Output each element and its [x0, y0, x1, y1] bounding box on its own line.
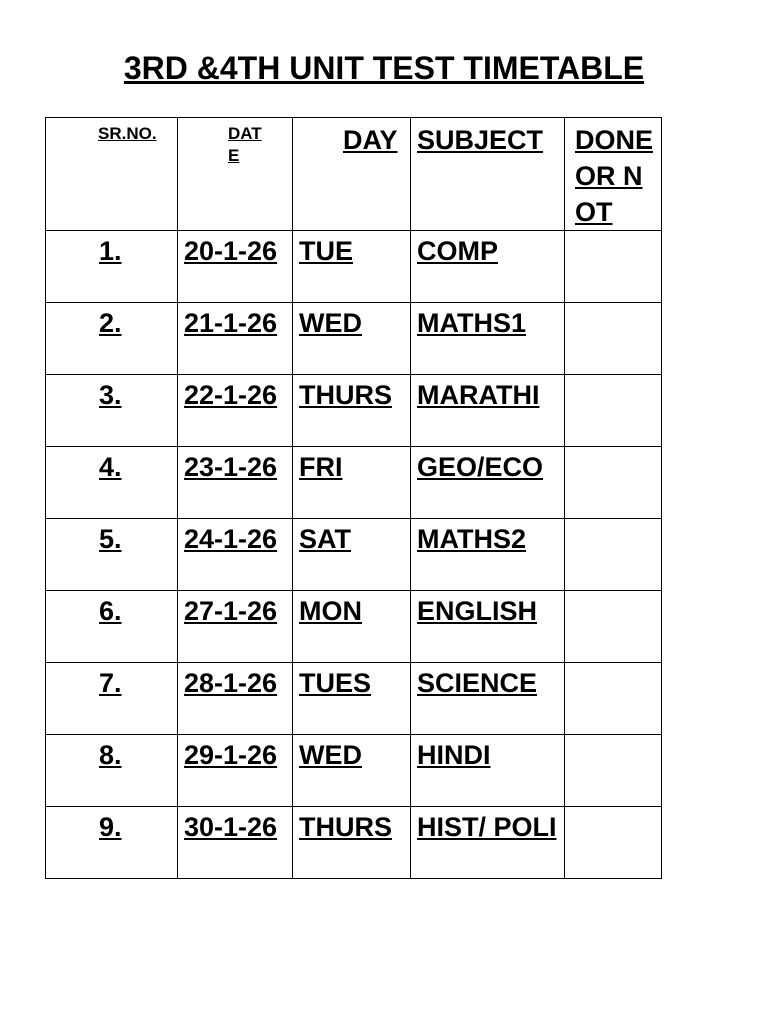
header-sr-no: SR.NO. [46, 118, 178, 231]
header-subject: SUBJECT [411, 118, 565, 231]
row-date: 20-1-26 [184, 236, 278, 266]
header-row [46, 118, 662, 231]
timetable [45, 117, 662, 879]
row-subject: MARATHI [417, 380, 540, 410]
row-date: 24-1-26 [184, 524, 278, 554]
row-subject: GEO/ECO [417, 452, 544, 482]
row-done-cell[interactable] [565, 519, 662, 591]
row-done-cell[interactable] [565, 231, 662, 303]
row-date: 29-1-26 [184, 740, 278, 770]
row-done-cell[interactable] [565, 447, 662, 519]
row-day: MON [299, 596, 362, 626]
row-date: 21-1-26 [184, 308, 278, 338]
row-done-cell[interactable] [565, 303, 662, 375]
row-day: THURS [299, 812, 392, 842]
table-row [46, 807, 662, 879]
row-subject: ENGLISH [417, 596, 538, 626]
table-row [46, 231, 662, 303]
row-subject: MATHS2 [417, 524, 527, 554]
row-date: 30-1-26 [184, 812, 278, 842]
row-subject: HIST/ POLI [417, 812, 557, 842]
table-row [46, 519, 662, 591]
row-done-cell[interactable] [565, 735, 662, 807]
row-done-cell[interactable] [565, 591, 662, 663]
row-done-cell[interactable] [565, 663, 662, 735]
row-day: THURS [299, 380, 392, 410]
row-subject: COMP [417, 236, 498, 266]
row-day: SAT [299, 524, 351, 554]
table-row [46, 591, 662, 663]
row-sr-no: 5. [99, 524, 122, 554]
row-sr-no: 4. [99, 452, 122, 482]
row-done-cell[interactable] [565, 807, 662, 879]
row-date: 22-1-26 [184, 380, 278, 410]
header-day: DAY [293, 118, 411, 231]
row-day: WED [299, 740, 362, 770]
row-sr-no: 7. [99, 668, 122, 698]
header-date: DATE [178, 118, 293, 231]
table-body [46, 231, 662, 879]
row-sr-no: 2. [99, 308, 122, 338]
table-row [46, 663, 662, 735]
row-sr-no: 6. [99, 596, 122, 626]
row-date: 27-1-26 [184, 596, 278, 626]
row-subject: MATHS1 [417, 308, 527, 338]
row-sr-no: 9. [99, 812, 122, 842]
row-date: 28-1-26 [184, 668, 278, 698]
table-row [46, 735, 662, 807]
row-day: TUE [299, 236, 353, 266]
row-date: 23-1-26 [184, 452, 278, 482]
row-day: FRI [299, 452, 343, 482]
row-day: TUES [299, 668, 372, 698]
row-subject: HINDI [417, 740, 491, 770]
row-sr-no: 8. [99, 740, 122, 770]
row-day: WED [299, 308, 362, 338]
table-row [46, 447, 662, 519]
header-done-or-not: DONE OR NOT [565, 118, 662, 231]
row-done-cell[interactable] [565, 375, 662, 447]
table-row [46, 375, 662, 447]
document-title: 3RD &4TH UNIT TEST TIMETABLE [123, 50, 645, 86]
table-row [46, 303, 662, 375]
row-sr-no: 1. [99, 236, 122, 266]
row-subject: SCIENCE [417, 668, 538, 698]
row-sr-no: 3. [99, 380, 122, 410]
